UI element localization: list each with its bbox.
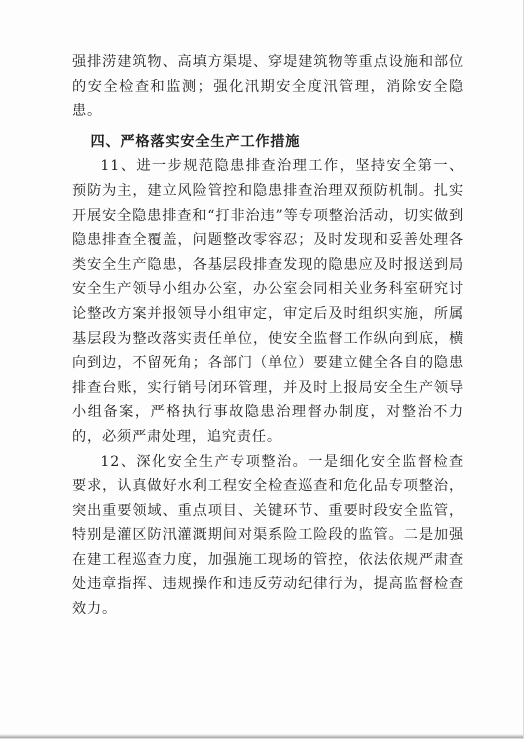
paragraph-12: 12、深化安全生产专项整治。一是细化安全监督检查要求，认真做好水利工程安全检查巡查和危化品专项整治，突出重要领域、重点项目、关键环节、重要时段安全监管，特别是灌区防汛灌溉期间对渠系险工险段的监管。二是加强在建工程巡查力度，加强施工现场的管控，依法依规严肃查处违章指挥、违规操作和违反劳动纪律行为，提高监督检查效力。 [72, 453, 464, 618]
paragraph-11: 11、进一步规范隐患排查治理工作，坚持安全第一、预防为主，建立风险管控和隐患排查治理双预防机制。扎实开展安全隐患排查和“打非治违”等专项整治活动，切实做到隐患排查全覆盖，问题整改零容忍；及时发现和妥善处理各类安全生产隐患，各基层段排查发现的隐患应及时报送到局安全生产领导小组办公室，办公室会同相关业务科室研究讨论整改方案并报领导小组审定，审定后及时组织实施，所属基层段为整改落实责任单位，使安全监督工作纵向到底，横向到边，不留死角；各部门（单位）要建立健全各自的隐患排查台账，实行销号闭环管理，并及时上报局安全生产领导小组备案，严格执行事故隐患治理督办制度，对整治不力的，必须严肃处理，追究责任。 [72, 158, 464, 445]
spacer [72, 124, 464, 126]
section-heading: 四、严格落实安全生产工作措施 [90, 133, 301, 150]
page-bottom-edge [0, 734, 523, 738]
paragraph-continued: 强排涝建筑物、高填方渠堤、穿堤建筑物等重点设施和部位的安全检查和监测；强化汛期安全度汛管理，消除安全隐患。 [72, 54, 464, 120]
document-body [72, 50, 464, 622]
